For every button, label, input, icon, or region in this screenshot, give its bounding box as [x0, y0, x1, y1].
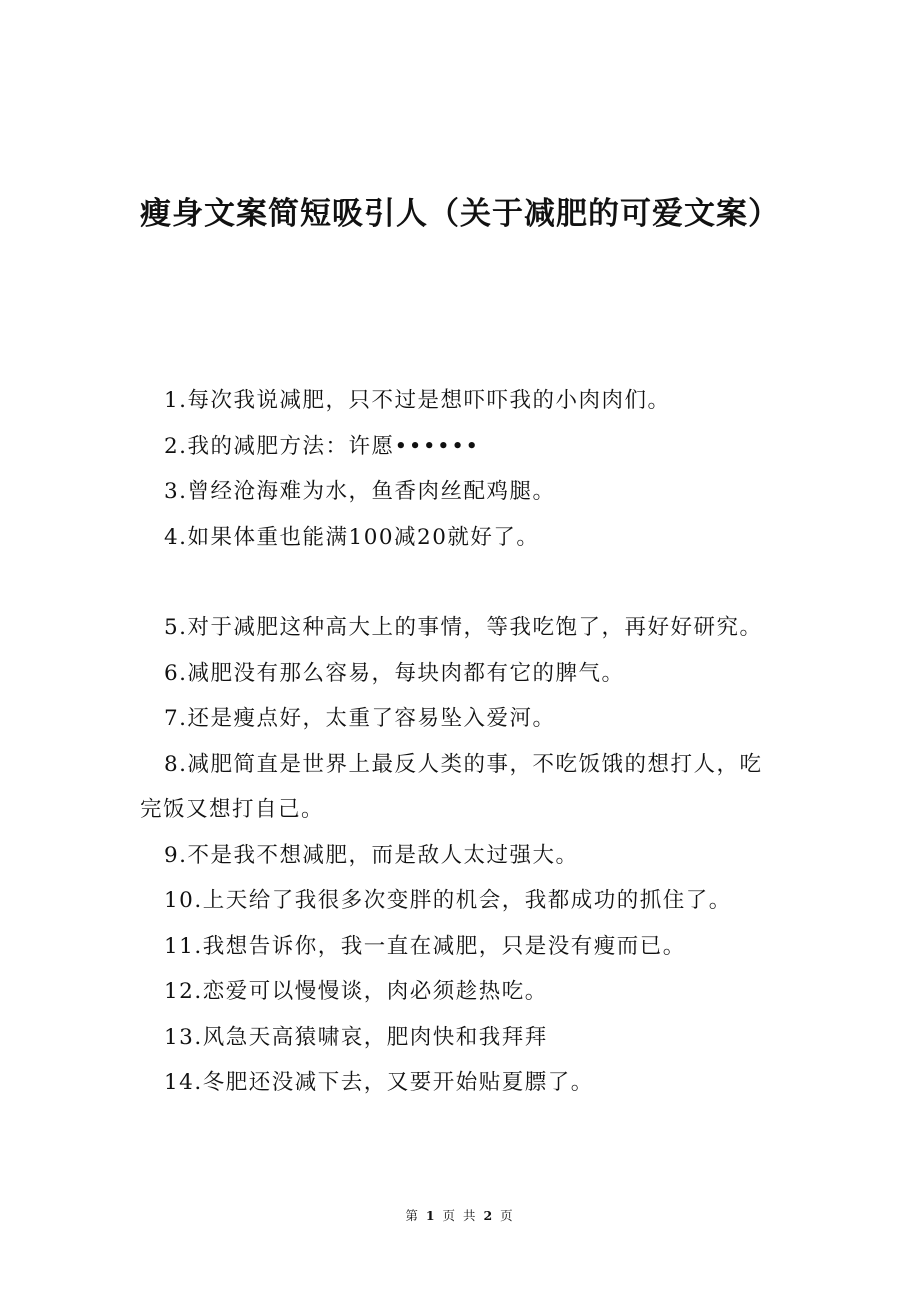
paragraph: 2.我的减肥方法：许愿••••••	[164, 433, 480, 459]
paragraph: 4.如果体重也能满100减20就好了。	[164, 524, 540, 550]
total-page-number: 2	[483, 1208, 495, 1223]
paragraph: 1.每次我说减肥，只不过是想吓吓我的小肉肉们。	[164, 388, 671, 413]
footer-prefix: 第	[405, 1208, 420, 1223]
paragraph: 14.冬肥还没减下去，又要开始贴夏膘了。	[164, 1070, 594, 1095]
document-title: 瘦身文案简短吸引人（关于减肥的可爱文案）	[140, 196, 780, 232]
current-page-number: 1	[425, 1208, 437, 1223]
paragraph: 10.上天给了我很多次变胖的机会，我都成功的抓住了。	[164, 888, 732, 913]
paragraph: 5.对于减肥这种高大上的事情，等我吃饱了，再好好研究。	[164, 615, 763, 640]
paragraph: 7.还是瘦点好，太重了容易坠入爱河。	[164, 706, 556, 731]
paragraph: 3.曾经沧海难为水，鱼香肉丝配鸡腿。	[164, 479, 556, 504]
document-body	[140, 378, 780, 1106]
paragraph: 9.不是我不想减肥，而是敌人太过强大。	[164, 842, 579, 868]
page-footer	[0, 1206, 920, 1224]
paragraph: 12.恋爱可以慢慢谈，肉必须趁热吃。	[164, 979, 548, 1004]
footer-middle: 页 共	[442, 1208, 478, 1223]
footer-suffix: 页	[500, 1208, 515, 1223]
paragraph: 11.我想告诉你，我一直在减肥，只是没有瘦而已。	[164, 933, 686, 959]
paragraph: 13.风急天高猿啸哀，肥肉快和我拜拜	[164, 1024, 548, 1050]
paragraph: 8.减肥简直是世界上最反人类的事，不吃饭饿的想打人，吃完饭又想打自己。	[140, 751, 763, 822]
paragraph: 6.减肥没有那么容易，每块肉都有它的脾气。	[164, 660, 625, 686]
